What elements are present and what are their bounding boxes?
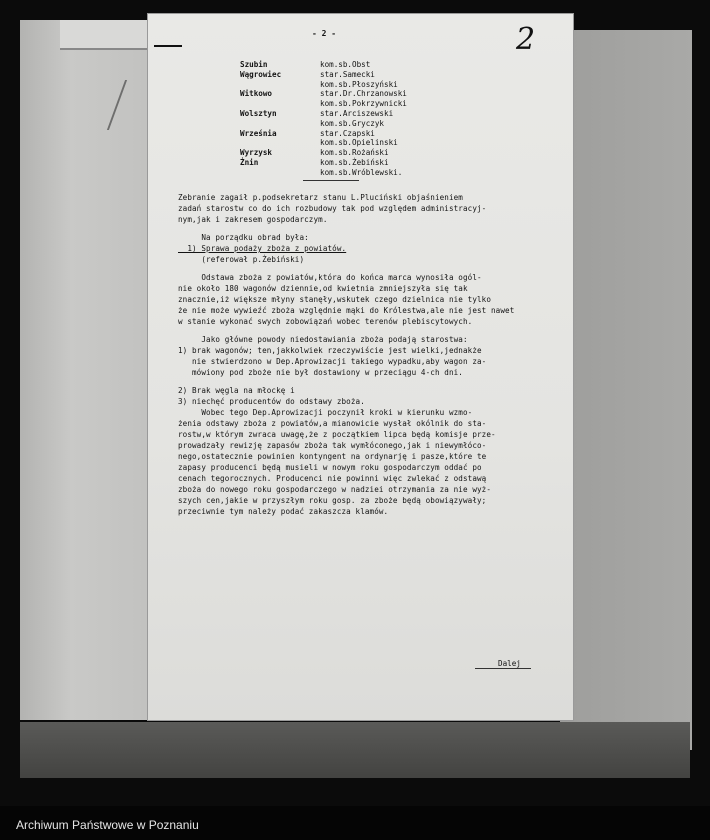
body-line: nie około 180 wagonów dziennie,od kwietnia zmniejszyła się tak [178,284,468,293]
attendee-row [240,80,480,90]
body-line: znacznie,iż większe młyny stanęły,wskutek czego dzielnica nie tylko [178,295,492,304]
body-line: (referował p.Żebiński) [178,255,305,264]
archive-label: Archiwum Państwowe w Poznaniu [16,818,199,832]
underlying-page-left [20,20,148,720]
body-line: przeciwnie tym należy podać zakaszcza klamów. [178,507,389,516]
body-line [178,225,568,232]
folder-tab [60,20,158,50]
body-line: Wobec tego Dep.Aprowizacji poczynił kroki w kierunku wzmo- [178,408,473,417]
attendee-row [240,70,480,80]
attendee-name: star.Samecki [320,69,375,79]
attendee-name: star.Czapski [320,128,375,138]
attendee-place [240,168,320,178]
attendee-row [240,138,480,148]
attendee-place: Wągrowiec [240,69,282,79]
attendee-list [240,60,480,178]
body-line: rostw,w którym zwraca uwagę,że z początkiem lipca będą komisje prze- [178,430,496,439]
body-line [178,378,568,385]
body-line: Zebranie zagaił p.podsekretarz stanu L.Pluciński objaśnieniem [178,193,463,202]
body-line: nie stwierdzono w Dep.Aprowizacji takiego wypadku,aby wagon za- [178,357,487,366]
attendee-name: kom.sb.Pokrzywnicki [320,99,407,109]
attendee-place [240,119,320,129]
attendee-place [240,99,320,109]
document-page [148,14,573,720]
underlying-page-right [560,30,692,750]
body-line: Na porządku obrad była: [178,233,309,242]
attendee-row [240,158,480,168]
attendee-name: kom.sb.Opielinski [320,138,398,148]
attendee-place: Wyrzysk [240,148,273,158]
attendee-row [240,148,480,158]
attendee-row [240,109,480,119]
attendee-row [240,60,480,70]
attendee-name: kom.sb.Gryczyk [320,118,385,128]
continuation-word: Dalej [498,659,521,668]
body-line: 2) Brak węgla na młockę i [178,386,295,395]
attendee-place: Września [240,128,277,138]
body-line: szych cen,jakie w przyszłym roku gosp. za zboże będą obowiązywały; [178,496,487,505]
bottom-page-strip [20,722,690,778]
attendee-name: kom.sb.Płoszyński [320,79,398,89]
attendee-name: kom.sb.Żebiński [320,157,389,167]
attendee-row [240,89,480,99]
separator-line [303,180,359,181]
page-number: - 2 - [312,29,337,38]
body-line: zadań starostw co do ich rozbudowy tak pod względem administracyj- [178,204,487,213]
body-line: cenach tegorocznych. Producenci nie powinni więc zwlekać z odstawą [178,474,487,483]
body-line: 1) brak wagonów; ten,jakkolwiek rzeczywiście jest wielki,jednakże [178,346,482,355]
body-line: nym,jak i zakresem gospodarczym. [178,215,328,224]
body-line: prowadzały rewizję zapasów zboża tak wymłóconego,jak i niewymłóco- [178,441,487,450]
attendee-place [240,80,320,90]
attendee-name: kom.sb.Wróblewski. [320,167,403,177]
body-line: zboża do nowego roku gospodarczego w nadziei otrzymania za nie wyż- [178,485,492,494]
body-line: Odstawa zboża z powiatów,która do końca marca wynosiła ogól- [178,273,482,282]
body-line: Jako główne powody niedostawiania zboża podają starostwa: [178,335,468,344]
body-line: mówiony pod zboże nie był dostawiony w przeciągu 4-ch dni. [178,368,463,377]
attendee-name: star.Dr.Chrzanowski [320,89,407,99]
body-line: zapasy producenci będą musieli w nowym roku gospodarczym oddać po [178,463,482,472]
attendee-place: Żnin [240,157,259,167]
document-body [178,192,568,517]
continuation-underline [475,668,531,669]
body-line: że nie może wywieźć zboża względnie mąki do Królestwa,ale nie jest nawet [178,306,515,315]
margin-dash [154,45,182,47]
archive-footer [0,806,710,840]
attendee-name: kom.sb.Rożański [320,148,389,158]
body-line: w stanie wykonać swych zobowiązań wobec terenów plebiscytowych. [178,317,473,326]
attendee-place: Wolsztyn [240,108,277,118]
attendee-place: Szubin [240,60,268,69]
body-line: nego,ostatecznie powinien kontyngent na ordynarję i pasze,które te [178,452,487,461]
attendee-name: kom.sb.Obst [320,60,371,69]
body-line: żenia odstawy zboża z powiatów,a mianowicie wysłał okólnik do sta- [178,419,487,428]
handwritten-page-number: 2 [516,22,536,57]
attendee-place [240,138,320,148]
body-line [178,327,568,334]
body-line: 3) niechęć producentów do odstawy zboża. [178,397,365,406]
attendee-row [240,129,480,139]
body-line [178,265,568,272]
body-line: 1) Sprawa podaży zboża z powiatów. [178,244,347,253]
attendee-place: Witkowo [240,89,273,99]
attendee-row [240,119,480,129]
attendee-row [240,99,480,109]
attendee-row [240,168,480,178]
attendee-name: star.Arciszewski [320,108,394,118]
